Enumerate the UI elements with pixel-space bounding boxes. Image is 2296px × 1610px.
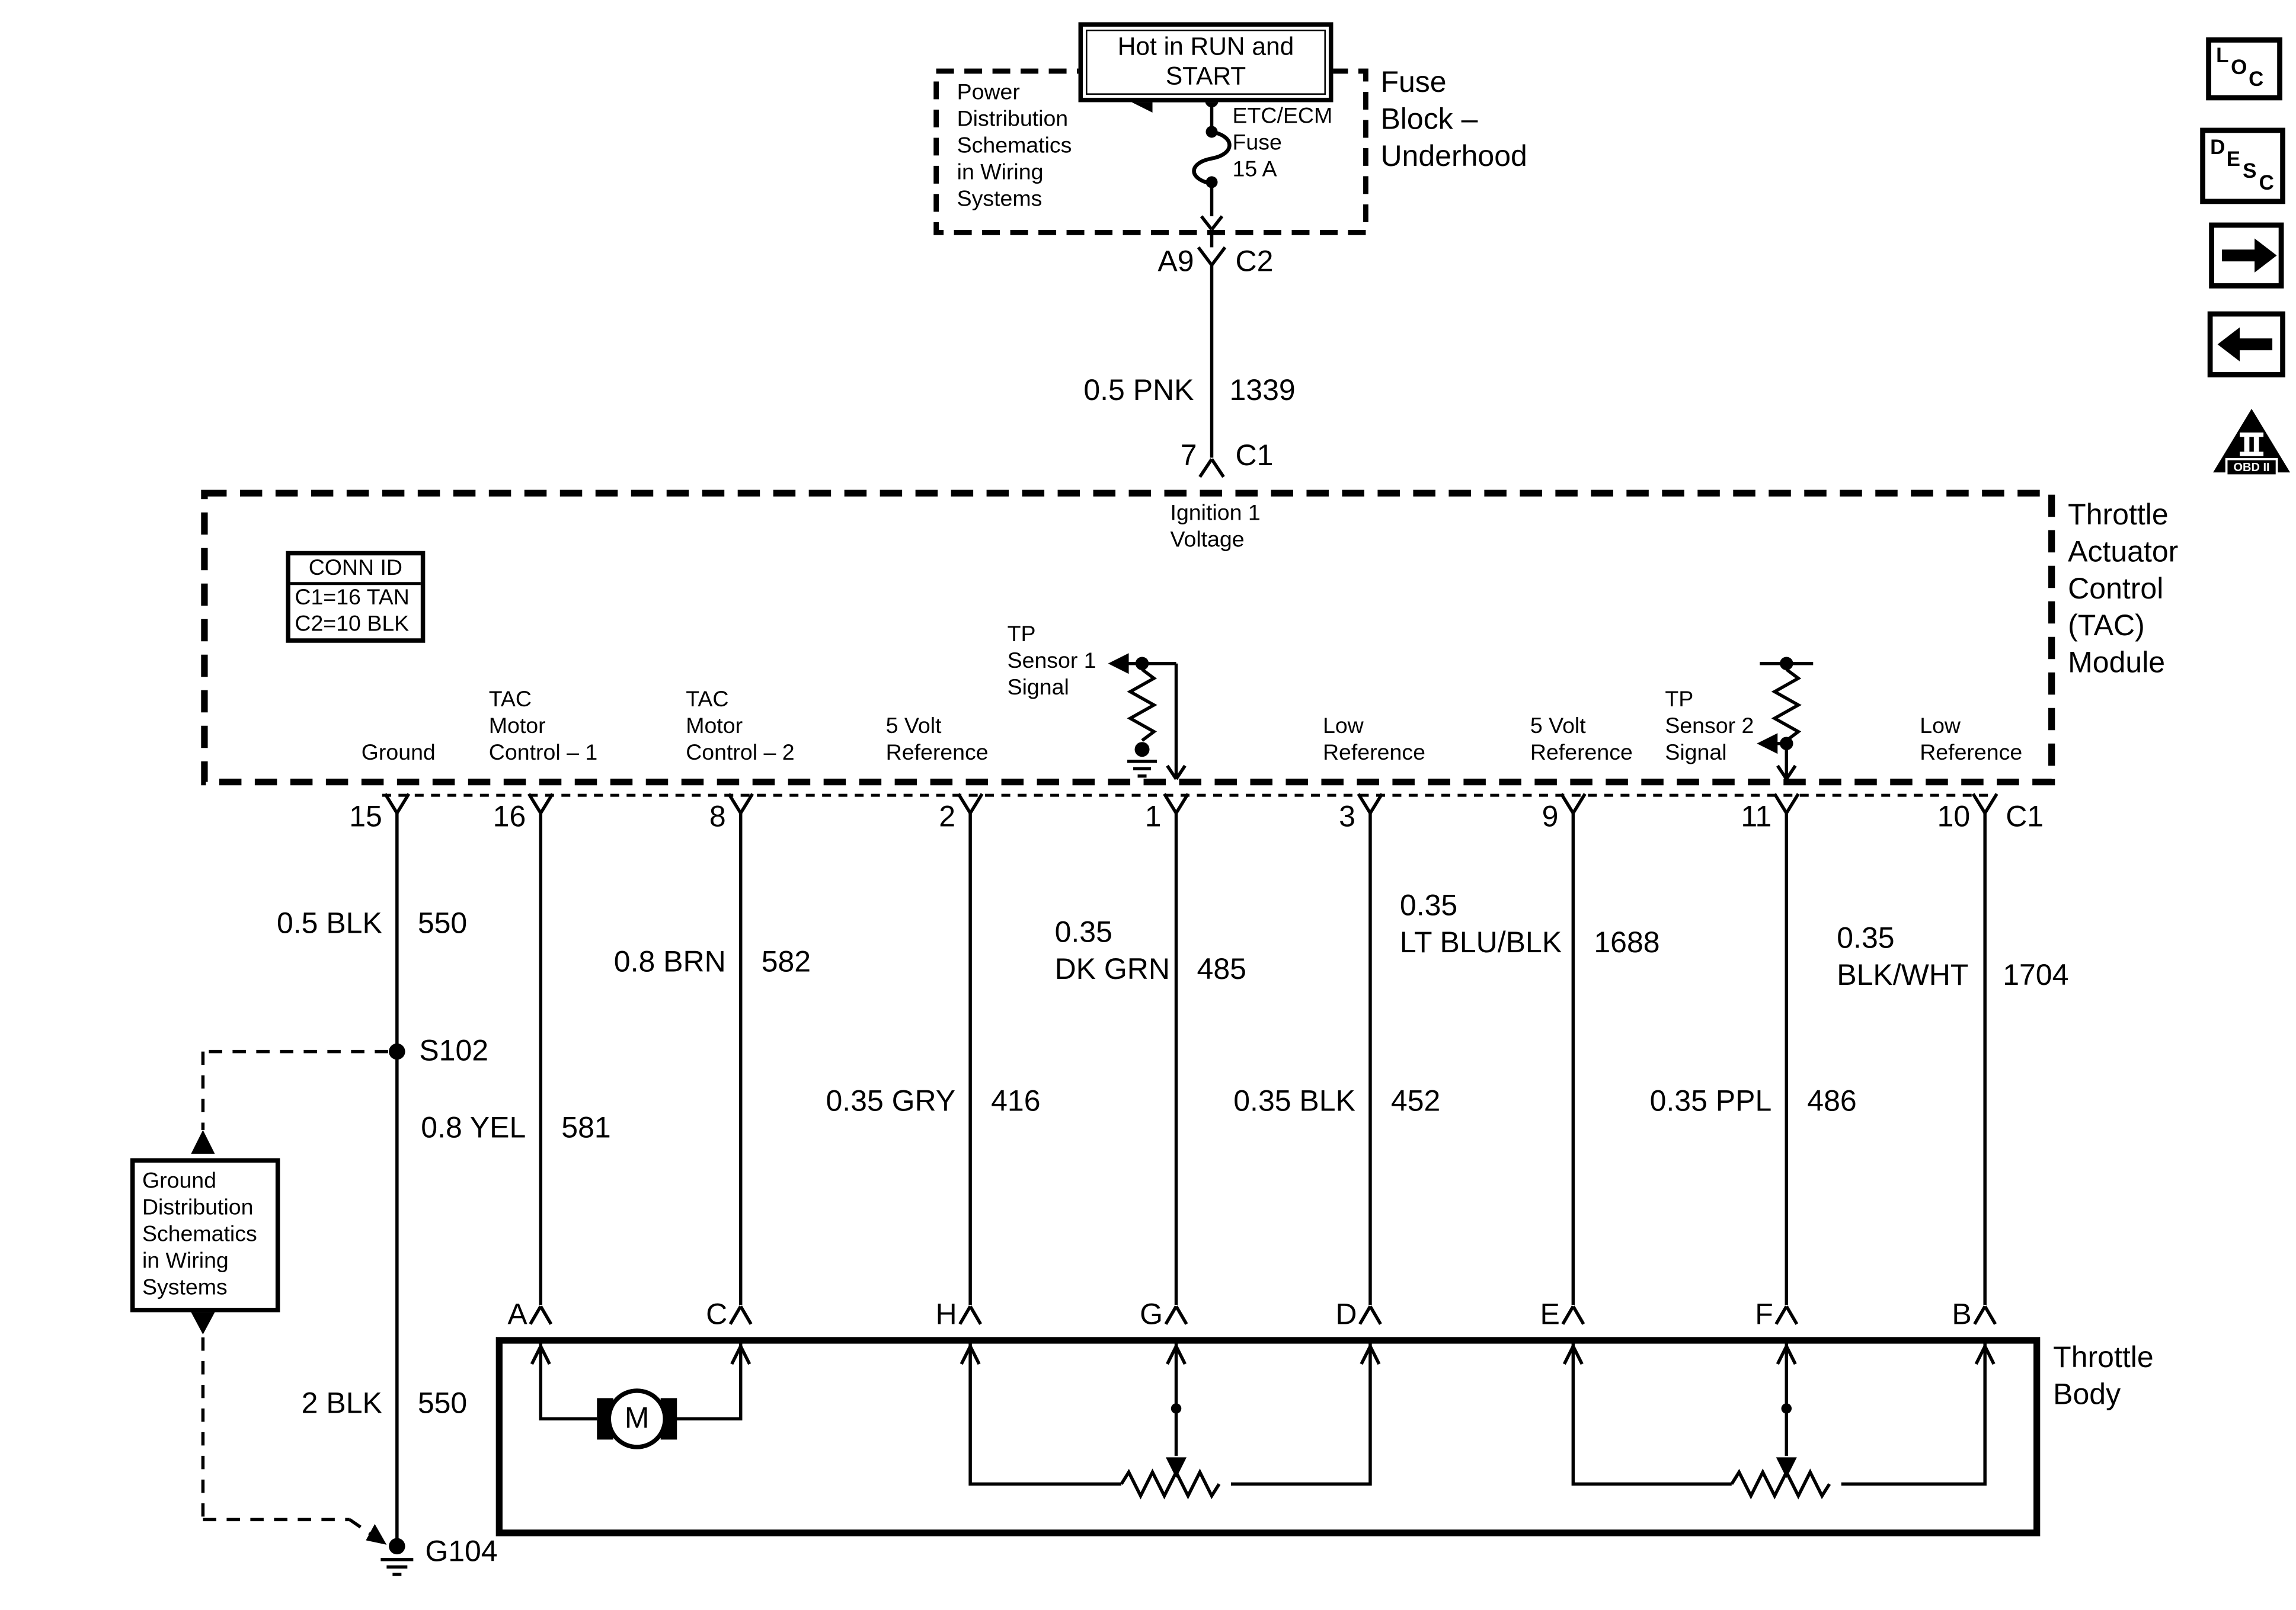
ground-symbol-icon bbox=[1127, 761, 1157, 776]
terminal-h-label: H bbox=[935, 1298, 957, 1331]
circuit-582: 582 bbox=[761, 946, 811, 980]
pin11-function: TP Sensor 2 Signal bbox=[1665, 687, 1754, 766]
power-distribution-note: Power Distribution Schematics in Wiring Systems bbox=[957, 79, 1072, 212]
throttle-body-symbol bbox=[499, 1340, 2036, 1533]
desc-letter[interactable]: S bbox=[2243, 158, 2257, 183]
wire-brn-582 bbox=[730, 813, 751, 1324]
pin-number-15: 15 bbox=[349, 801, 382, 834]
pin-number-3: 3 bbox=[1339, 801, 1355, 834]
terminal-g-wiper-line bbox=[1168, 1343, 1185, 1456]
throttle-body-name: Throttle Body bbox=[2053, 1342, 2154, 1411]
wire-label-035blk: 0.35 BLK bbox=[1233, 1086, 1355, 1119]
terminal-g-label: G bbox=[1140, 1298, 1163, 1331]
fuse-label: ETC/ECM Fuse 15 A bbox=[1232, 103, 1333, 183]
circuit-1339-label: 1339 bbox=[1229, 375, 1296, 408]
circuit-581: 581 bbox=[561, 1112, 611, 1145]
ground-g104-dot bbox=[389, 1538, 405, 1554]
loc-letter[interactable]: L bbox=[2216, 43, 2229, 67]
power-source-tag bbox=[1079, 22, 1334, 102]
pin16-y-icon bbox=[529, 794, 552, 813]
pin-number-2: 2 bbox=[939, 801, 956, 834]
pin10-function: Low Reference bbox=[1920, 713, 2023, 766]
tp-sensor1-internal bbox=[1108, 653, 1185, 779]
pin3-y-icon bbox=[1358, 794, 1382, 813]
circuit-1688: 1688 bbox=[1594, 927, 1660, 960]
connector-chevron-icon bbox=[1200, 459, 1224, 477]
wire-label-08yel: 0.8 YEL bbox=[421, 1112, 526, 1145]
circuit-486: 486 bbox=[1807, 1086, 1857, 1119]
terminal-a9-label: A9 bbox=[1157, 245, 1194, 279]
wiper-arrowhead-icon bbox=[1166, 1457, 1187, 1478]
conn-id-table bbox=[286, 551, 425, 643]
left-arrow-icon[interactable] bbox=[2218, 327, 2272, 361]
fuse-block-name: Fuse Block – Underhood bbox=[1380, 66, 1527, 174]
tac-module-symbol bbox=[204, 493, 2052, 813]
terminal-b-inner bbox=[1841, 1343, 1994, 1484]
wiper-dot bbox=[1171, 1403, 1181, 1413]
right-arrow-icon[interactable] bbox=[2222, 238, 2276, 272]
fuse-bottom-dot bbox=[1206, 176, 1218, 188]
wire-blk-452 bbox=[1360, 813, 1380, 1324]
pin-number-16: 16 bbox=[493, 801, 526, 834]
wire-gry-416 bbox=[960, 813, 981, 1324]
conn-id-row: C1=16 TAN bbox=[295, 585, 410, 610]
ground-g104-label: G104 bbox=[425, 1535, 498, 1569]
terminal-e-label: E bbox=[1540, 1298, 1560, 1331]
wire-ppl-486 bbox=[1776, 813, 1797, 1324]
wire-label-2blk: 2 BLK bbox=[301, 1387, 382, 1420]
down-arrowhead-icon bbox=[191, 1312, 215, 1334]
wire-yel-581 bbox=[530, 813, 551, 1324]
pin1-function: TP Sensor 1 Signal bbox=[1007, 622, 1096, 701]
connector-c1-bottom-label: C1 bbox=[2006, 801, 2044, 834]
junction-dot bbox=[1780, 657, 1793, 670]
junction-dot bbox=[1136, 657, 1149, 670]
circuit-485: 485 bbox=[1197, 953, 1246, 987]
pin9-function: 5 Volt Reference bbox=[1530, 713, 1633, 766]
motor-label: M bbox=[624, 1402, 650, 1435]
down-arrowhead-icon bbox=[1201, 216, 1222, 229]
terminal-d-inner bbox=[1231, 1343, 1379, 1484]
tp-sensor1-resistor-icon bbox=[1121, 1472, 1219, 1496]
wire-label-blkwht: 0.35 BLK/WHT bbox=[1837, 923, 1969, 993]
ground-distribution-note-box: Ground Distribution Schematics in Wiring Systems bbox=[130, 1158, 280, 1313]
wire-blkwht-1704 bbox=[1975, 813, 1996, 1324]
pin1-y-icon bbox=[1165, 794, 1188, 813]
terminal-c-label: C bbox=[706, 1298, 728, 1331]
obd2-label: OBD II bbox=[2233, 460, 2270, 474]
pin2-function: 5 Volt Reference bbox=[885, 713, 989, 766]
circuit-1704: 1704 bbox=[2003, 959, 2069, 993]
down-arrow-to-pin1 bbox=[1168, 664, 1185, 779]
circuit-416: 416 bbox=[991, 1086, 1041, 1119]
throttle-body-box bbox=[499, 1340, 2036, 1533]
tp-sensor2-internal bbox=[1757, 657, 1813, 779]
desc-letter[interactable]: D bbox=[2210, 135, 2225, 159]
wire-label-dkgrn: 0.35 DK GRN bbox=[1054, 917, 1171, 987]
conn-id-row: C2=10 BLK bbox=[295, 612, 410, 637]
terminal-a-inner bbox=[532, 1343, 597, 1419]
loc-letter[interactable]: C bbox=[2249, 66, 2264, 91]
left-arrowhead-icon bbox=[1108, 653, 1129, 674]
wire-label-05blk: 0.5 BLK bbox=[276, 908, 382, 941]
wire-pnk-label: 0.5 PNK bbox=[1083, 375, 1194, 408]
terminal-f-wiper-line bbox=[1777, 1343, 1795, 1456]
pin15-function: Ground bbox=[361, 740, 436, 766]
ground-dot bbox=[1135, 742, 1150, 757]
sidebar-icons bbox=[2203, 40, 2290, 475]
pin16-function: TAC Motor Control – 1 bbox=[488, 687, 598, 766]
obd2-pillar-icon bbox=[2240, 433, 2263, 437]
wiper-arrowhead-icon bbox=[1776, 1457, 1797, 1478]
pin-number-11: 11 bbox=[1741, 801, 1772, 834]
left-arrowhead-icon bbox=[1757, 733, 1777, 754]
pin-number-9: 9 bbox=[1542, 801, 1559, 834]
loc-letter[interactable]: O bbox=[2231, 55, 2247, 79]
circuit-550-upper: 550 bbox=[417, 908, 468, 941]
terminal-h-inner bbox=[961, 1343, 1121, 1484]
down-arrow-to-pin11 bbox=[1777, 744, 1795, 779]
ignition-voltage-label: Ignition 1 Voltage bbox=[1170, 500, 1261, 553]
ignition-feed-wire bbox=[1198, 232, 1225, 476]
connector-c1-top-label: C1 bbox=[1235, 440, 1274, 473]
desc-letter[interactable]: C bbox=[2259, 170, 2274, 194]
power-source-label: Hot in RUN and START bbox=[1086, 30, 1326, 95]
tac-module-name: Throttle Actuator Control (TAC) Module bbox=[2068, 499, 2179, 680]
resistor-icon bbox=[1774, 670, 1798, 741]
terminal-d-label: D bbox=[1335, 1298, 1357, 1331]
resistor-icon bbox=[1130, 670, 1154, 741]
wire-label-08brn: 0.8 BRN bbox=[613, 946, 726, 980]
terminal-a-label: A bbox=[507, 1298, 527, 1331]
conn-id-title: CONN ID bbox=[290, 555, 421, 585]
pin-number-1: 1 bbox=[1144, 801, 1162, 834]
wire-label-035gry: 0.35 GRY bbox=[826, 1086, 956, 1119]
splice-s102-label: S102 bbox=[419, 1035, 489, 1068]
pin8-function: TAC Motor Control – 2 bbox=[686, 687, 795, 766]
fuse-element-icon bbox=[1194, 132, 1230, 183]
desc-letter[interactable]: E bbox=[2226, 146, 2240, 171]
terminal-e-inner bbox=[1564, 1343, 1731, 1484]
pin-7-label: 7 bbox=[1180, 440, 1197, 473]
wire-ltblublk-1688 bbox=[1563, 813, 1584, 1324]
splice-s102-dot bbox=[389, 1044, 405, 1060]
connector-c2-label: C2 bbox=[1235, 245, 1274, 279]
wiper-dot bbox=[1782, 1403, 1792, 1413]
terminal-b-label: B bbox=[1952, 1298, 1972, 1331]
pin-number-8: 8 bbox=[709, 801, 726, 834]
pin15-y-icon bbox=[385, 794, 409, 813]
tp-sensor2-resistor-icon bbox=[1732, 1472, 1830, 1496]
pin3-function: Low Reference bbox=[1322, 713, 1425, 766]
up-arrowhead-icon bbox=[191, 1130, 215, 1154]
circuit-452: 452 bbox=[1390, 1086, 1441, 1119]
terminal-f-label: F bbox=[1755, 1298, 1773, 1331]
connector-y-icon bbox=[1198, 232, 1225, 265]
wire-label-ltblublk: 0.35 LT BLU/BLK bbox=[1399, 890, 1562, 960]
wire-label-035ppl: 0.35 PPL bbox=[1649, 1086, 1772, 1119]
wire-dkgrn-485 bbox=[1166, 813, 1187, 1324]
ground-symbol-icon bbox=[380, 1560, 413, 1574]
off-page-dashed-line bbox=[203, 1337, 373, 1536]
circuit-550-lower: 550 bbox=[417, 1387, 468, 1420]
pin-number-10: 10 bbox=[1937, 801, 1971, 834]
